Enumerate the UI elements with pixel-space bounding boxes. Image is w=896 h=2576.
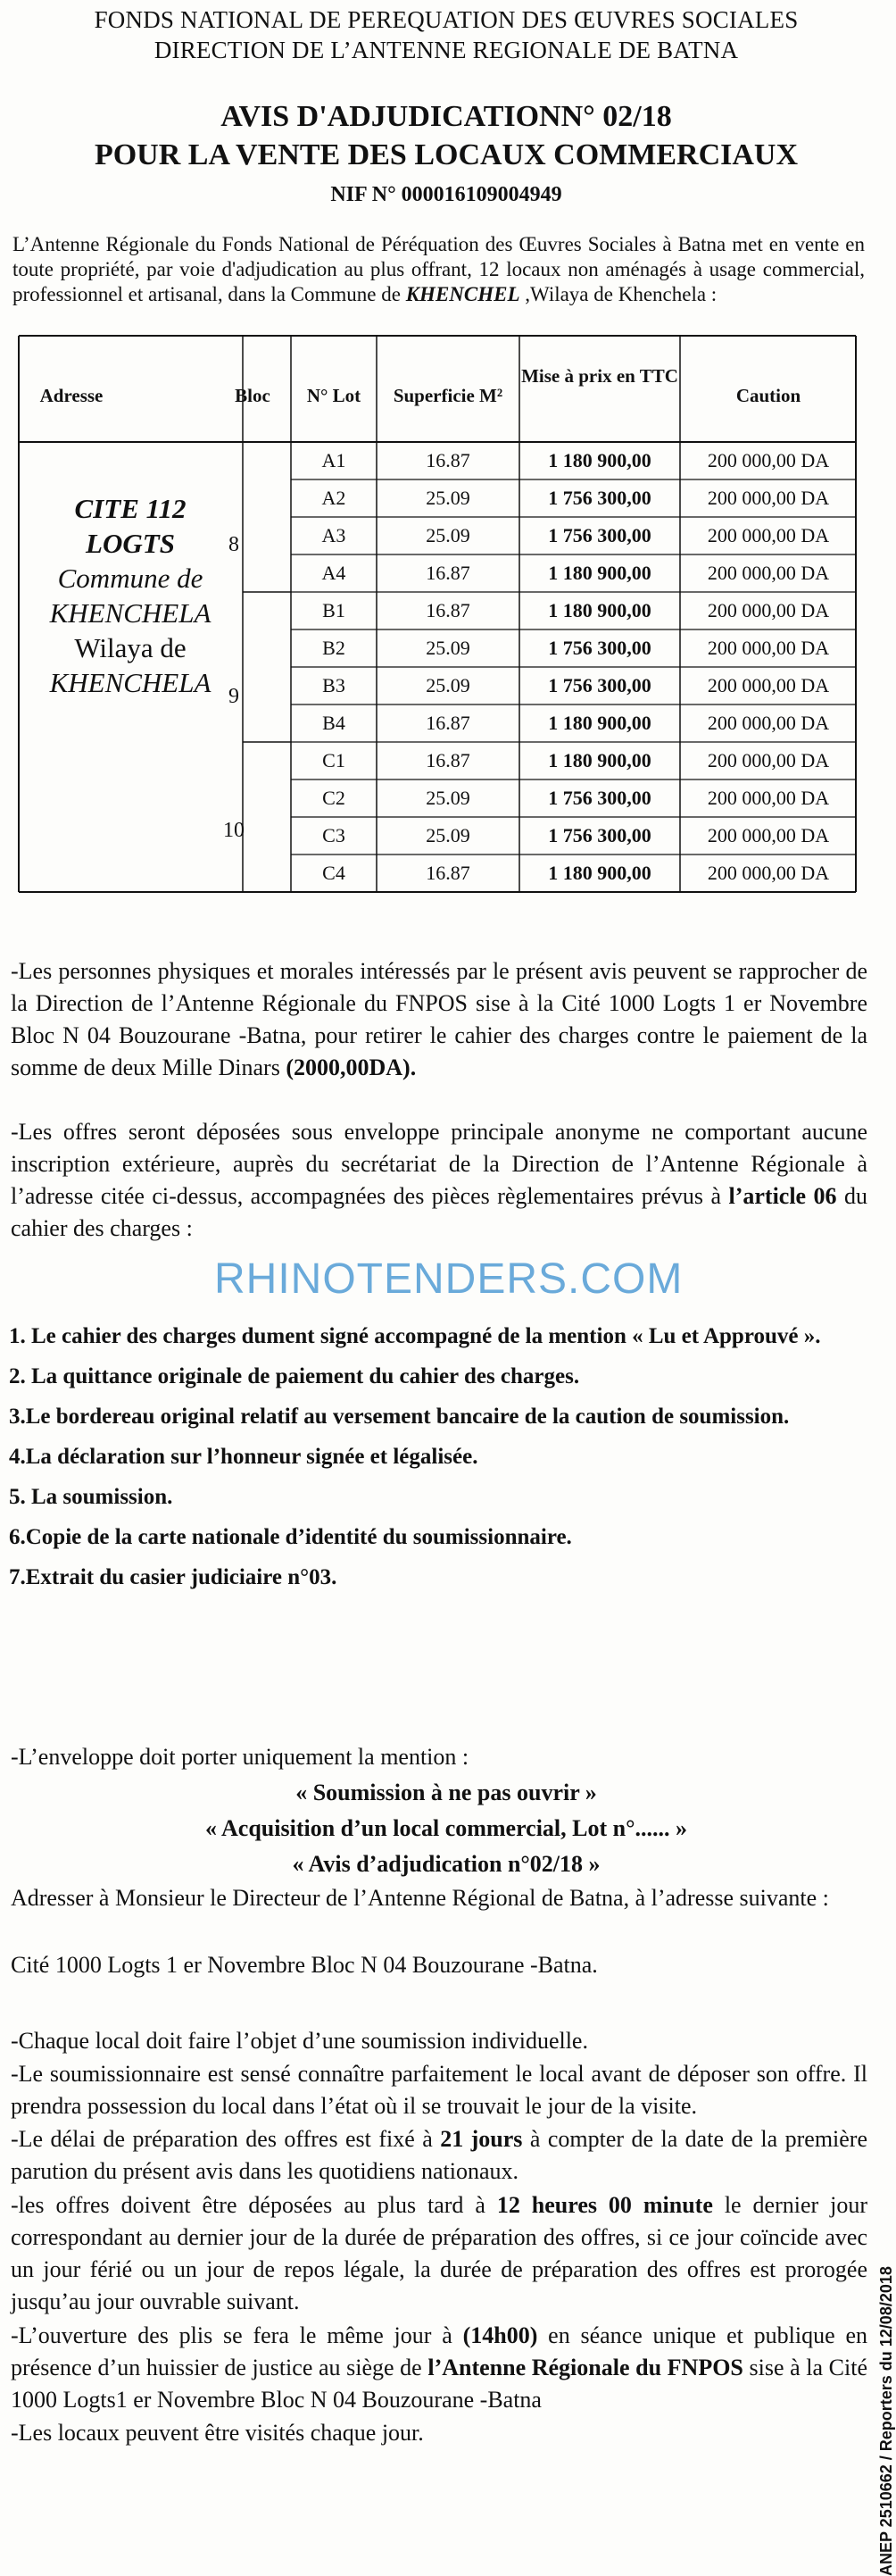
col-header-superficie: Superficie M² (393, 385, 503, 406)
address-wilaya-label: Wilaya de (74, 632, 187, 663)
cell-caution: 200 000,00 DA (707, 562, 830, 584)
cell-prix: 1 756 300,00 (548, 637, 651, 659)
cell-superficie: 16.87 (426, 562, 470, 584)
intro-paragraph: L’Antenne Régionale du Fonds National de Péréquation des Œuvres Sociales à Batna met en vente en toute propriété, par voie d'adjudication au plus offrant, 12 locaux non aménagés à usage commercial, professionnel et artisanal, dans la Commune de KHENCHEL ,Wilaya de Khenchela : (12, 233, 865, 305)
cell-caution: 200 000,00 DA (707, 862, 830, 884)
cell-lot: B3 (322, 674, 345, 696)
cell-superficie: 16.87 (426, 449, 470, 471)
cell-superficie: 25.09 (426, 824, 470, 846)
cell-lot: A3 (321, 524, 346, 546)
bloc-9: 9 (228, 685, 239, 708)
cell-prix: 1 756 300,00 (548, 487, 651, 509)
cell-caution: 200 000,00 DA (707, 787, 830, 809)
condition-6: -Les locaux peuvent être visités chaque jour. (11, 2420, 424, 2446)
cell-caution: 200 000,00 DA (707, 524, 830, 546)
col-header-prix: Mise à prix en TTC (521, 365, 678, 387)
condition-5: -L’ouverture des plis se fera le même jour à (14h00) en séance unique et publique en présence d’un huissier de justice au siège de l’Antenne Régionale du FNPOS sise à la Cité 1000 Logts1 er Novembre Bloc N 04 Bouzourane -Batna (11, 2322, 867, 2413)
bloc-10: 10 (223, 819, 245, 842)
condition-4: -les offres doivent être déposées au plus tard à 12 heures 00 minute le dernier jour correspondant au dernier jour de la durée de préparation des offres, si ce jour coïncide avec un jour férié ou un jour de repos légale, la durée de préparation des offres est prorogée jusqu’au jour ouvrable suivant. (11, 2192, 867, 2314)
cell-prix: 1 180 900,00 (548, 862, 651, 884)
col-header-adresse: Adresse (39, 385, 104, 406)
list-item: 4.La déclaration sur l’honneur signée et légalisée. (9, 1445, 478, 1469)
col-header-lot: N° Lot (306, 385, 361, 406)
address-intro: Adresser à Monsieur le Directeur de l’Antenne Régional de Batna, à l’adresse suivante : (11, 1885, 829, 1911)
cell-lot: A2 (321, 487, 346, 509)
commune-name: KHENCHEL (405, 283, 520, 305)
cell-prix: 1 756 300,00 (548, 674, 651, 696)
cell-caution: 200 000,00 DA (707, 749, 830, 771)
bloc-8: 8 (228, 533, 239, 556)
cell-prix: 1 756 300,00 (548, 824, 651, 846)
cell-caution: 200 000,00 DA (707, 637, 830, 659)
cell-prix: 1 756 300,00 (548, 524, 651, 546)
cell-lot: A1 (321, 449, 346, 471)
publication-reference: ANEP 2510662 / Reporters du 12/08/2018 (877, 2266, 895, 2576)
cell-superficie: 16.87 (426, 712, 470, 734)
col-header-caution: Caution (735, 385, 801, 406)
notice-subtitle: POUR LA VENTE DES LOCAUX COMMERCIAUX (94, 138, 799, 171)
nif-number: NIF N° 000016109004949 (330, 183, 562, 206)
list-item: 6.Copie de la carte nationale d’identité du soumissionnaire. (9, 1525, 572, 1549)
cell-prix: 1 180 900,00 (548, 599, 651, 621)
header-line-2: DIRECTION DE L’ANTENNE REGIONALE DE BATNA (153, 37, 739, 63)
cell-lot: B1 (322, 599, 345, 621)
list-item: 5. La soumission. (9, 1485, 173, 1509)
notice-title: AVIS D'ADJUDICATIONN° 02/18 (220, 100, 672, 133)
address-logts: LOGTS (86, 528, 175, 559)
address-cell (18, 491, 243, 700)
mention-3: « Avis d’adjudication n°02/18 » (292, 1851, 601, 1877)
cell-superficie: 16.87 (426, 862, 470, 884)
cell-lot: B4 (322, 712, 345, 734)
list-item: 7.Extrait du casier judiciaire n°03. (9, 1565, 337, 1589)
cell-prix: 1 756 300,00 (548, 787, 651, 809)
lots-table (18, 335, 857, 893)
cell-caution: 200 000,00 DA (707, 599, 830, 621)
cell-superficie: 25.09 (426, 637, 470, 659)
address-wilaya: KHENCHELA (49, 667, 212, 698)
cell-lot: C2 (322, 787, 345, 809)
cell-caution: 200 000,00 DA (707, 487, 830, 509)
cell-superficie: 25.09 (426, 674, 470, 696)
cell-caution: 200 000,00 DA (707, 824, 830, 846)
address-cite: CITE 112 (74, 493, 187, 524)
cell-lot: C4 (322, 862, 345, 884)
condition-1: -Chaque local doit faire l’objet d’une soumission individuelle. (11, 2028, 588, 2054)
cell-prix: 1 180 900,00 (548, 712, 651, 734)
address-commune: KHENCHELA (49, 597, 212, 629)
cell-superficie: 25.09 (426, 487, 470, 509)
cell-prix: 1 180 900,00 (548, 449, 651, 471)
cell-lot: C1 (322, 749, 345, 771)
cell-lot: B2 (322, 637, 345, 659)
cell-lot: C3 (322, 824, 345, 846)
cell-caution: 200 000,00 DA (707, 712, 830, 734)
cell-prix: 1 180 900,00 (548, 562, 651, 584)
cell-prix: 1 180 900,00 (548, 749, 651, 771)
list-item: 1. Le cahier des charges dument signé accompagné de la mention « Lu et Approuvé ». (9, 1324, 821, 1348)
address-value: Cité 1000 Logts 1 er Novembre Bloc N 04 Bouzourane -Batna. (11, 1952, 598, 1978)
condition-2: -Le soumissionnaire est sensé connaître parfaitement le local avant de déposer son offre. Il prendra possession du local dans l’état où il se trouvait le jour de la visite. (11, 2061, 867, 2119)
paragraph-cahier: -Les personnes physiques et morales intéressés par le présent avis peuvent se rapprocher de la Direction de l’Antenne Régionale du FNPOS sise à la Cité 1000 Logts 1 er Novembre Bloc N 04 Bouzourane -Batna, pour retirer le cahier des charges contre le paiement de la somme de deux Mille Dinars (2000,00DA). (11, 958, 867, 1080)
cell-lot: A4 (321, 562, 346, 584)
cell-caution: 200 000,00 DA (707, 449, 830, 471)
cell-caution: 200 000,00 DA (707, 674, 830, 696)
cell-superficie: 16.87 (426, 749, 470, 771)
list-item: 2. La quittance originale de paiement du cahier des charges. (9, 1364, 580, 1388)
envelope-intro: -L’enveloppe doit porter uniquement la mention : (11, 1744, 469, 1770)
list-item: 3.Le bordereau original relatif au versement bancaire de la caution de soumission. (9, 1405, 790, 1429)
cell-superficie: 25.09 (426, 524, 470, 546)
header-line-1: FONDS NATIONAL DE PEREQUATION DES ŒUVRES SOCIALES (94, 6, 799, 33)
address-commune-label: Commune de (57, 563, 203, 594)
mention-2: « Acquisition d’un local commercial, Lot n°...... » (204, 1815, 688, 1841)
cell-superficie: 16.87 (426, 599, 470, 621)
required-documents-list (9, 1321, 866, 1592)
mention-1: « Soumission à ne pas ouvrir » (295, 1780, 597, 1805)
watermark: RHINOTENDERS.COM (214, 1255, 684, 1303)
condition-3: -Le délai de préparation des offres est fixé à 21 jours à compter de la date de la première parution du présent avis dans les quotidiens nationaux. (11, 2126, 868, 2184)
cell-superficie: 25.09 (426, 787, 470, 809)
col-header-bloc: Bloc (235, 385, 270, 406)
paragraph-offres: -Les offres seront déposées sous enveloppe principale anonyme ne comportant aucune inscription extérieure, auprès du secrétariat de la Direction de l’Antenne Régionale à l’adresse citée ci-dessus, accompagnées des pièces règlementaires prévus à l’article 06 du cahier des charges : (11, 1119, 868, 1241)
